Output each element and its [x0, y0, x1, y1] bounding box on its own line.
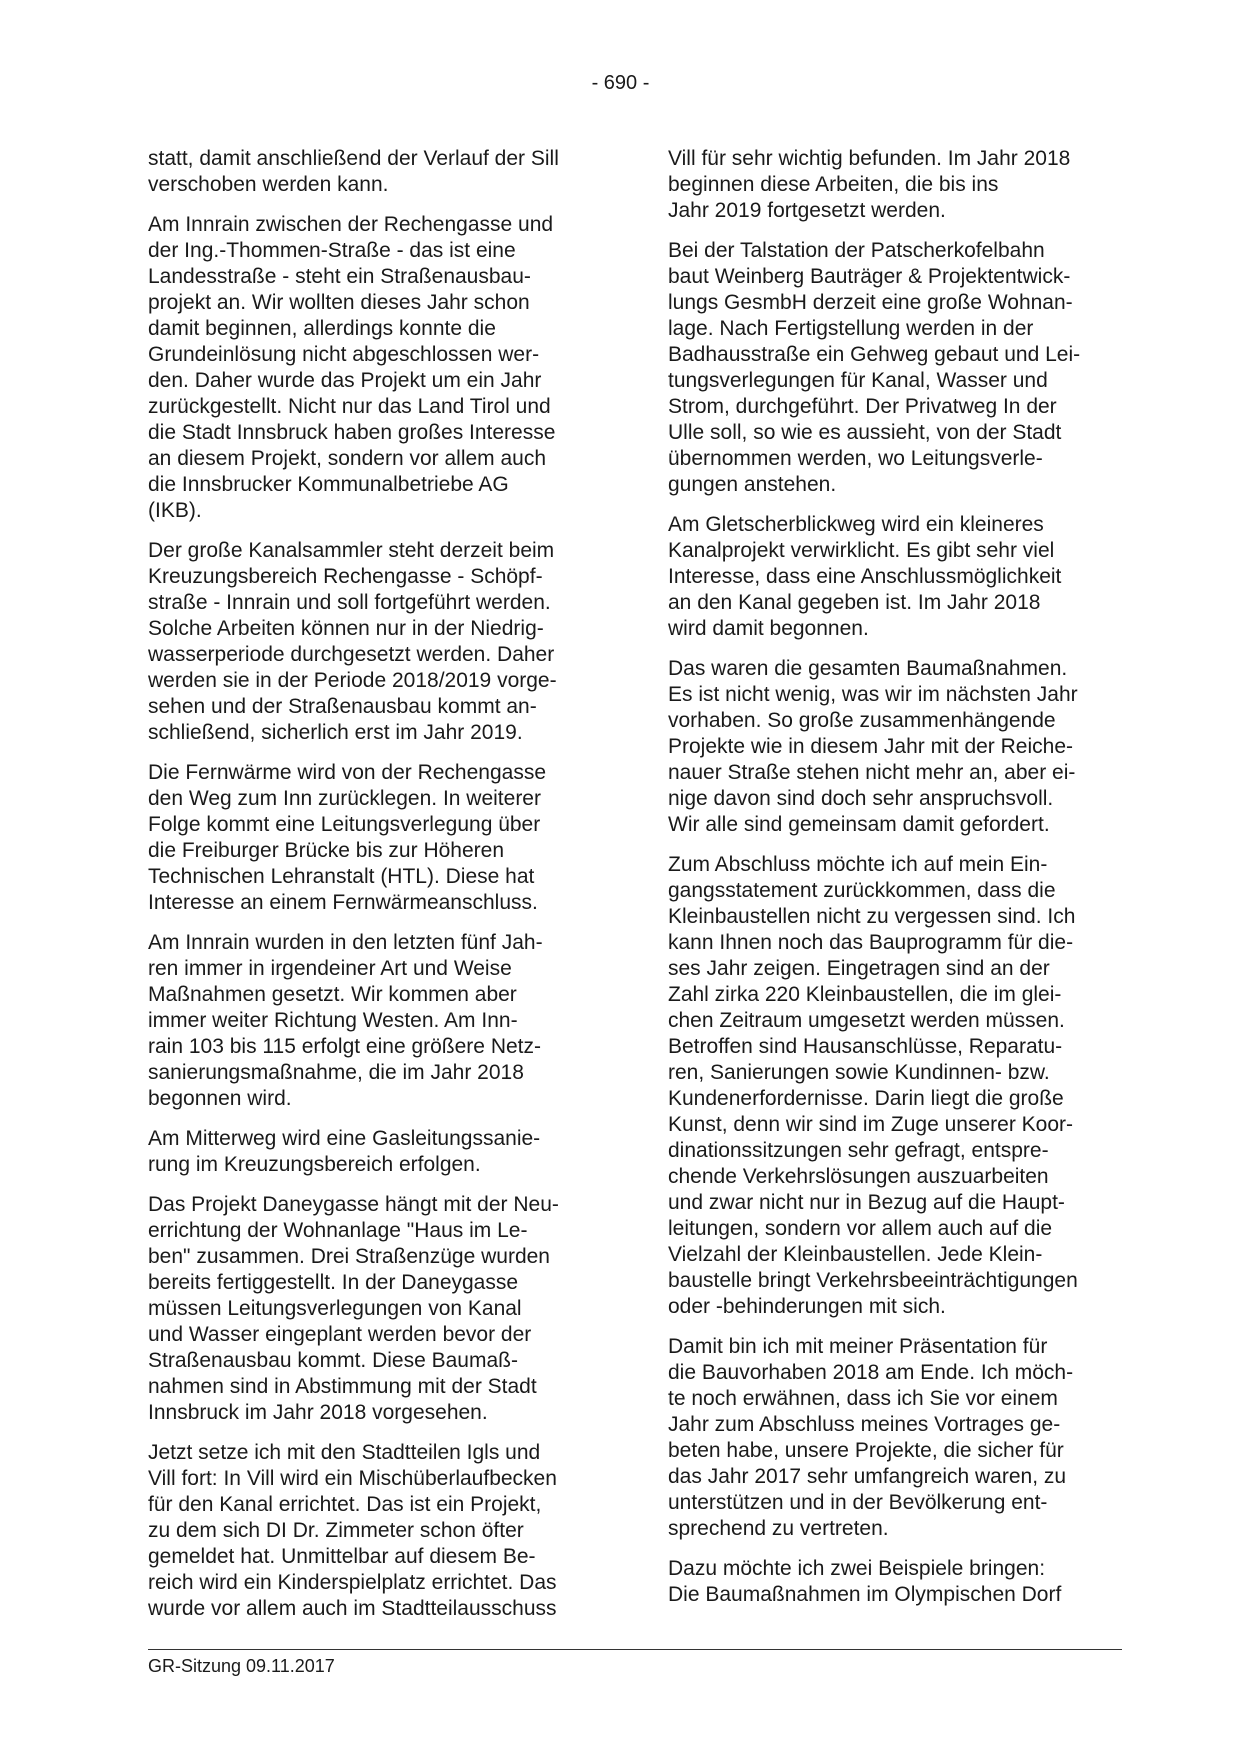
- paragraph: Damit bin ich mit meiner Präsentation für die Bauvorhaben 2018 am Ende. Ich möch- te noch erwähnen, dass ich Sie vor einem Jahr zum Abschluss meines Vortrages ge- beten habe, unsere Projekte, die sicher für das Jahr 2017 sehr umfangreich waren, zu unterstützen und in der Bevölkerung ent- sprechend zu vertreten.: [668, 1335, 1074, 1540]
- footer-divider: [148, 1649, 1122, 1650]
- paragraph: Das waren die gesamten Baumaßnahmen. Es ist nicht wenig, was wir im nächsten Jahr vorhaben. So große zusammenhängende Projekte wie in diesem Jahr mit der Reiche- nauer Straße stehen nicht mehr an, aber ei- nige davon sind doch sehr anspruchsvoll. Wir alle sind gemeinsam damit gefordert.: [668, 657, 1078, 836]
- paragraph: statt, damit anschließend der Verlauf der Sill verschoben werden kann.: [148, 147, 559, 196]
- paragraph: Dazu möchte ich zwei Beispiele bringen: Die Baumaßnahmen im Olympischen Dorf: [668, 1557, 1062, 1606]
- footer-text: GR-Sitzung 09.11.2017: [148, 1656, 335, 1676]
- paragraph: Am Mitterweg wird eine Gasleitungssanie- rung im Kreuzungsbereich erfolgen.: [148, 1127, 541, 1176]
- right-column: [668, 146, 1128, 1622]
- paragraph: Am Innrain zwischen der Rechengasse und der Ing.-Thommen-Straße - das ist eine Landesstraße - steht ein Straßenausbau- projekt an. Wir wollten dieses Jahr schon damit beginnen, allerdings konnte die Grundeinlösung nicht abgeschlossen wer- den. Daher wurde das Projekt um ein Jahr zurückgestellt. Nicht nur das Land Tirol und die Stadt Innsbruck haben großes Interesse an diesem Projekt, sondern vor allem auch die Innsbrucker Kommunalbetriebe AG (IKB).: [148, 213, 556, 522]
- paragraph: Am Innrain wurden in den letzten fünf Jah- ren immer in irgendeiner Art und Weise Maßnahmen gesetzt. Wir kommen aber immer weiter Richtung Westen. Am Inn- rain 103 bis 115 erfolgt eine größere Netz- sanierungsmaßnahme, die im Jahr 2018 begonnen wird.: [148, 931, 543, 1110]
- paragraph: Vill für sehr wichtig befunden. Im Jahr 2018 beginnen diese Arbeiten, die bis ins Jahr 2019 fortgesetzt werden.: [668, 147, 1071, 222]
- page-number: - 690 -: [591, 72, 650, 94]
- paragraph: Am Gletscherblickweg wird ein kleineres Kanalprojekt verwirklicht. Es gibt sehr viel Interesse, dass eine Anschlussmöglichkeit an den Kanal gegeben ist. Im Jahr 2018 wird damit begonnen.: [668, 513, 1062, 640]
- paragraph: Der große Kanalsammler steht derzeit beim Kreuzungsbereich Rechengasse - Schöpf- straße - Innrain und soll fortgeführt werden. Solche Arbeiten können nur in der Niedrig- wasserperiode durchgesetzt werden. Daher werden sie in der Periode 2018/2019 vorge- sehen und der Straßenausbau kommt an- schließend, sicherlich erst im Jahr 2019.: [148, 539, 557, 744]
- left-column: [148, 146, 608, 1636]
- paragraph: Das Projekt Daneygasse hängt mit der Neu- errichtung der Wohnanlage "Haus im Le- ben" zusammen. Drei Straßenzüge wurden bereits fertiggestellt. In der Daneygasse müssen Leitungsverlegungen von Kanal und Wasser eingeplant werden bevor der Straßenausbau kommt. Diese Baumaß- nahmen sind in Abstimmung mit der Stadt Innsbruck im Jahr 2018 vorgesehen.: [148, 1193, 559, 1424]
- paragraph: Jetzt setze ich mit den Stadtteilen Igls und Vill fort: In Vill wird ein Mischüberlaufbecken für den Kanal errichtet. Das ist ein Projekt, zu dem sich DI Dr. Zimmeter schon öfter gemeldet hat. Unmittelbar auf diesem Be- reich wird ein Kinderspielplatz errichtet. Das wurde vor allem auch im Stadtteilausschuss: [148, 1441, 557, 1620]
- paragraph: Zum Abschluss möchte ich auf mein Ein- gangsstatement zurückkommen, dass die Kleinbaustellen nicht zu vergessen sind. Ich kann Ihnen noch das Bauprogramm für die- ses Jahr zeigen. Eingetragen sind an der Zahl zirka 220 Kleinbaustellen, die im glei- chen Zeitraum umgesetzt werden müssen. Betroffen sind Hausanschlüsse, Reparatu- ren, Sanierungen sowie Kundinnen- bzw. Kundenerfordernisse. Darin liegt die große Kunst, denn wir sind im Zuge unserer Koor- dinationssitzungen sehr gefragt, entspre- chende Verkehrslösungen auszuarbeiten und zwar nicht nur in Bezug auf die Haupt- leitungen, sondern vor allem auch auf die Vielzahl der Kleinbaustellen. Jede Klein- baustelle bringt Verkehrsbeeinträchtigungen oder -behinderungen mit sich.: [668, 853, 1078, 1318]
- paragraph: Die Fernwärme wird von der Rechengasse den Weg zum Inn zurücklegen. In weiterer Folge kommt eine Leitungsverlegung über die Freiburger Brücke bis zur Höheren Technischen Lehranstalt (HTL). Diese hat Interesse an einem Fernwärmeanschluss.: [148, 761, 547, 914]
- paragraph: Bei der Talstation der Patscherkofelbahn baut Weinberg Bauträger & Projektentwick- lungs GesmbH derzeit eine große Wohnan- lage. Nach Fertigstellung werden in der Badhausstraße ein Gehweg gebaut und Lei- tungsverlegungen für Kanal, Wasser und Strom, durchgeführt. Der Privatweg In der Ulle soll, so wie es aussieht, von der Stadt übernommen werden, wo Leitungsverle- gungen anstehen.: [668, 239, 1081, 496]
